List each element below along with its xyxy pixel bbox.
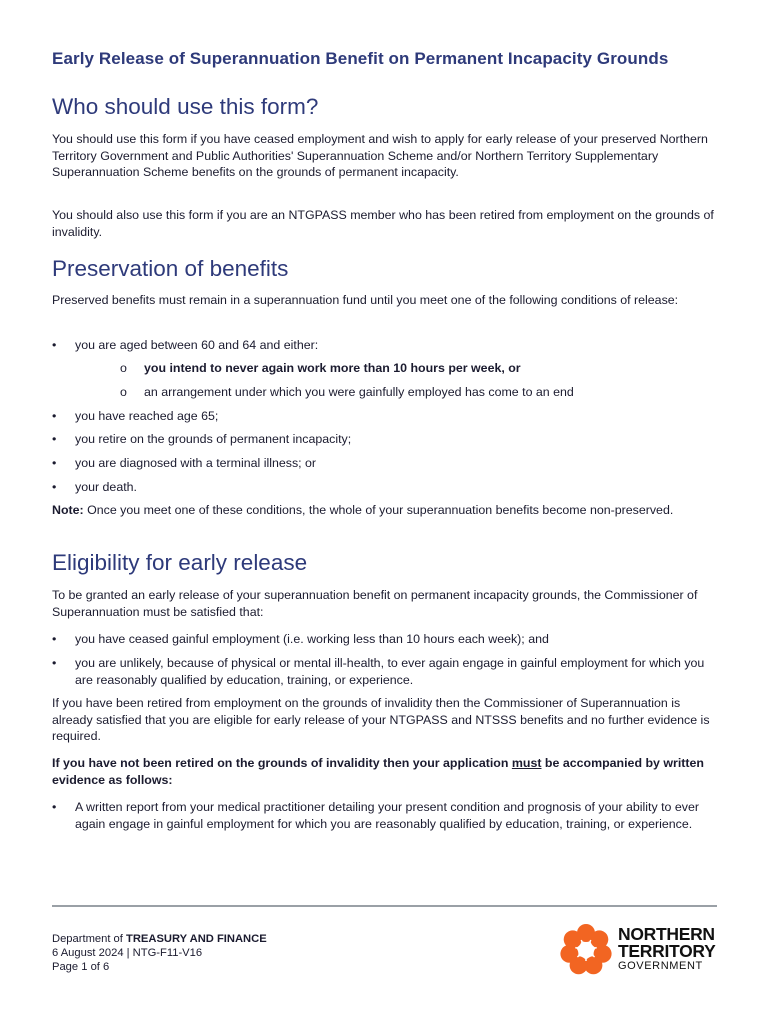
sub-list-item-text: you intend to never again work more than 10 hours per week, or [144, 361, 521, 375]
list-item-text: you are unlikely, because of physical or mental ill-health, to ever again engage in gainful employment for which you are reasonably qualified by education, training, or experience. [75, 656, 705, 687]
bullet-glyph: • [52, 432, 57, 446]
logo-line-territory: TERRITORY [618, 941, 716, 961]
logo-line-government: GOVERNMENT [618, 960, 703, 972]
bullet-glyph: • [52, 632, 57, 646]
footer-dept-prefix: Department of [52, 933, 126, 945]
footer-dept-name: TREASURY AND FINANCE [126, 933, 267, 945]
bullet-glyph: • [52, 800, 57, 814]
list-item-text: you have reached age 65; [75, 409, 219, 423]
list-item-text: your death. [75, 480, 137, 494]
sub-list-item-text: an arrangement under which you were gainfully employed has come to an end [144, 385, 574, 399]
note-text: Once you meet one of these conditions, the whole of your superannuation benefits become non-preserved. [83, 503, 674, 517]
footer-divider [52, 905, 717, 907]
bullet-glyph: • [52, 656, 57, 670]
logo-line-northern: NORTHERN [618, 924, 715, 944]
bullet-glyph: • [52, 456, 57, 470]
footer-page-number: Page 1 of 6 [52, 961, 110, 973]
bullet-glyph: • [52, 409, 57, 423]
footer-department [52, 933, 267, 946]
logo-wordmark [618, 926, 715, 973]
evidence-requirement-post: be accompanied by written evidence as follows: [52, 756, 704, 787]
preservation-intro: Preserved benefits must remain in a superannuation fund until you meet one of the following conditions of release: [52, 293, 679, 307]
note-label: Note: [52, 503, 84, 517]
sub-bullet-glyph: o [120, 385, 127, 399]
bullet-glyph: • [52, 480, 57, 494]
eligibility-intro: To be granted an early release of your superannuation benefit on permanent incapacity grounds, the Commissioner of Superannuation must be satisfied that: [52, 588, 698, 619]
preservation-note [52, 502, 724, 519]
sub-bullet-glyph: o [120, 361, 127, 375]
logo-petal [564, 930, 582, 948]
eligibility-retired-paragraph: If you have been retired from employment on the grounds of invalidity then the Commissioner of Superannuation is already satisfied that you are eligible for early release of your NTGPASS and NTSSS benefits and no further evidence is required. [52, 696, 710, 743]
heading-preservation: Preservation of benefits [52, 256, 289, 281]
list-item-text: you are aged between 60 and 64 and either: [75, 338, 319, 352]
list-item-text: you are diagnosed with a terminal illness; or [75, 456, 317, 470]
footer-date-ref: 6 August 2024 | NTG-F11-V16 [52, 947, 203, 959]
list-item-text: you have ceased gainful employment (i.e. working less than 10 hours each week); and [75, 632, 549, 646]
who-paragraph-1: You should use this form if you have ceased employment and wish to apply for early release of your preserved Northern Territory Government and Public Authorities' Superannuation Scheme and/or Northern Territory Supplementary Superannuation Scheme benefits on the grounds of permanent incapacity. [52, 132, 708, 179]
list-item-text: A written report from your medical practitioner detailing your present condition and prognosis of your ability to ever again engage in gainful employment for which you are reasonably qualified by education, training, or experience. [75, 800, 699, 831]
list-item-text: you retire on the grounds of permanent incapacity; [75, 432, 352, 446]
bullet-glyph: • [52, 338, 57, 352]
heading-eligibility: Eligibility for early release [52, 550, 308, 575]
evidence-requirement-must: must [511, 756, 542, 770]
who-paragraph-2: You should also use this form if you are an NTGPASS member who has been retired from employment on the grounds of invalidity. [52, 208, 714, 239]
evidence-requirement-pre: If you have not been retired on the grounds of invalidity then your application [52, 756, 512, 770]
evidence-requirement [52, 755, 724, 788]
nt-government-logo [556, 922, 726, 978]
document-title: Early Release of Superannuation Benefit on Permanent Incapacity Grounds [52, 49, 669, 68]
desert-rose-icon [556, 922, 616, 978]
heading-who-should-use: Who should use this form? [52, 94, 319, 119]
